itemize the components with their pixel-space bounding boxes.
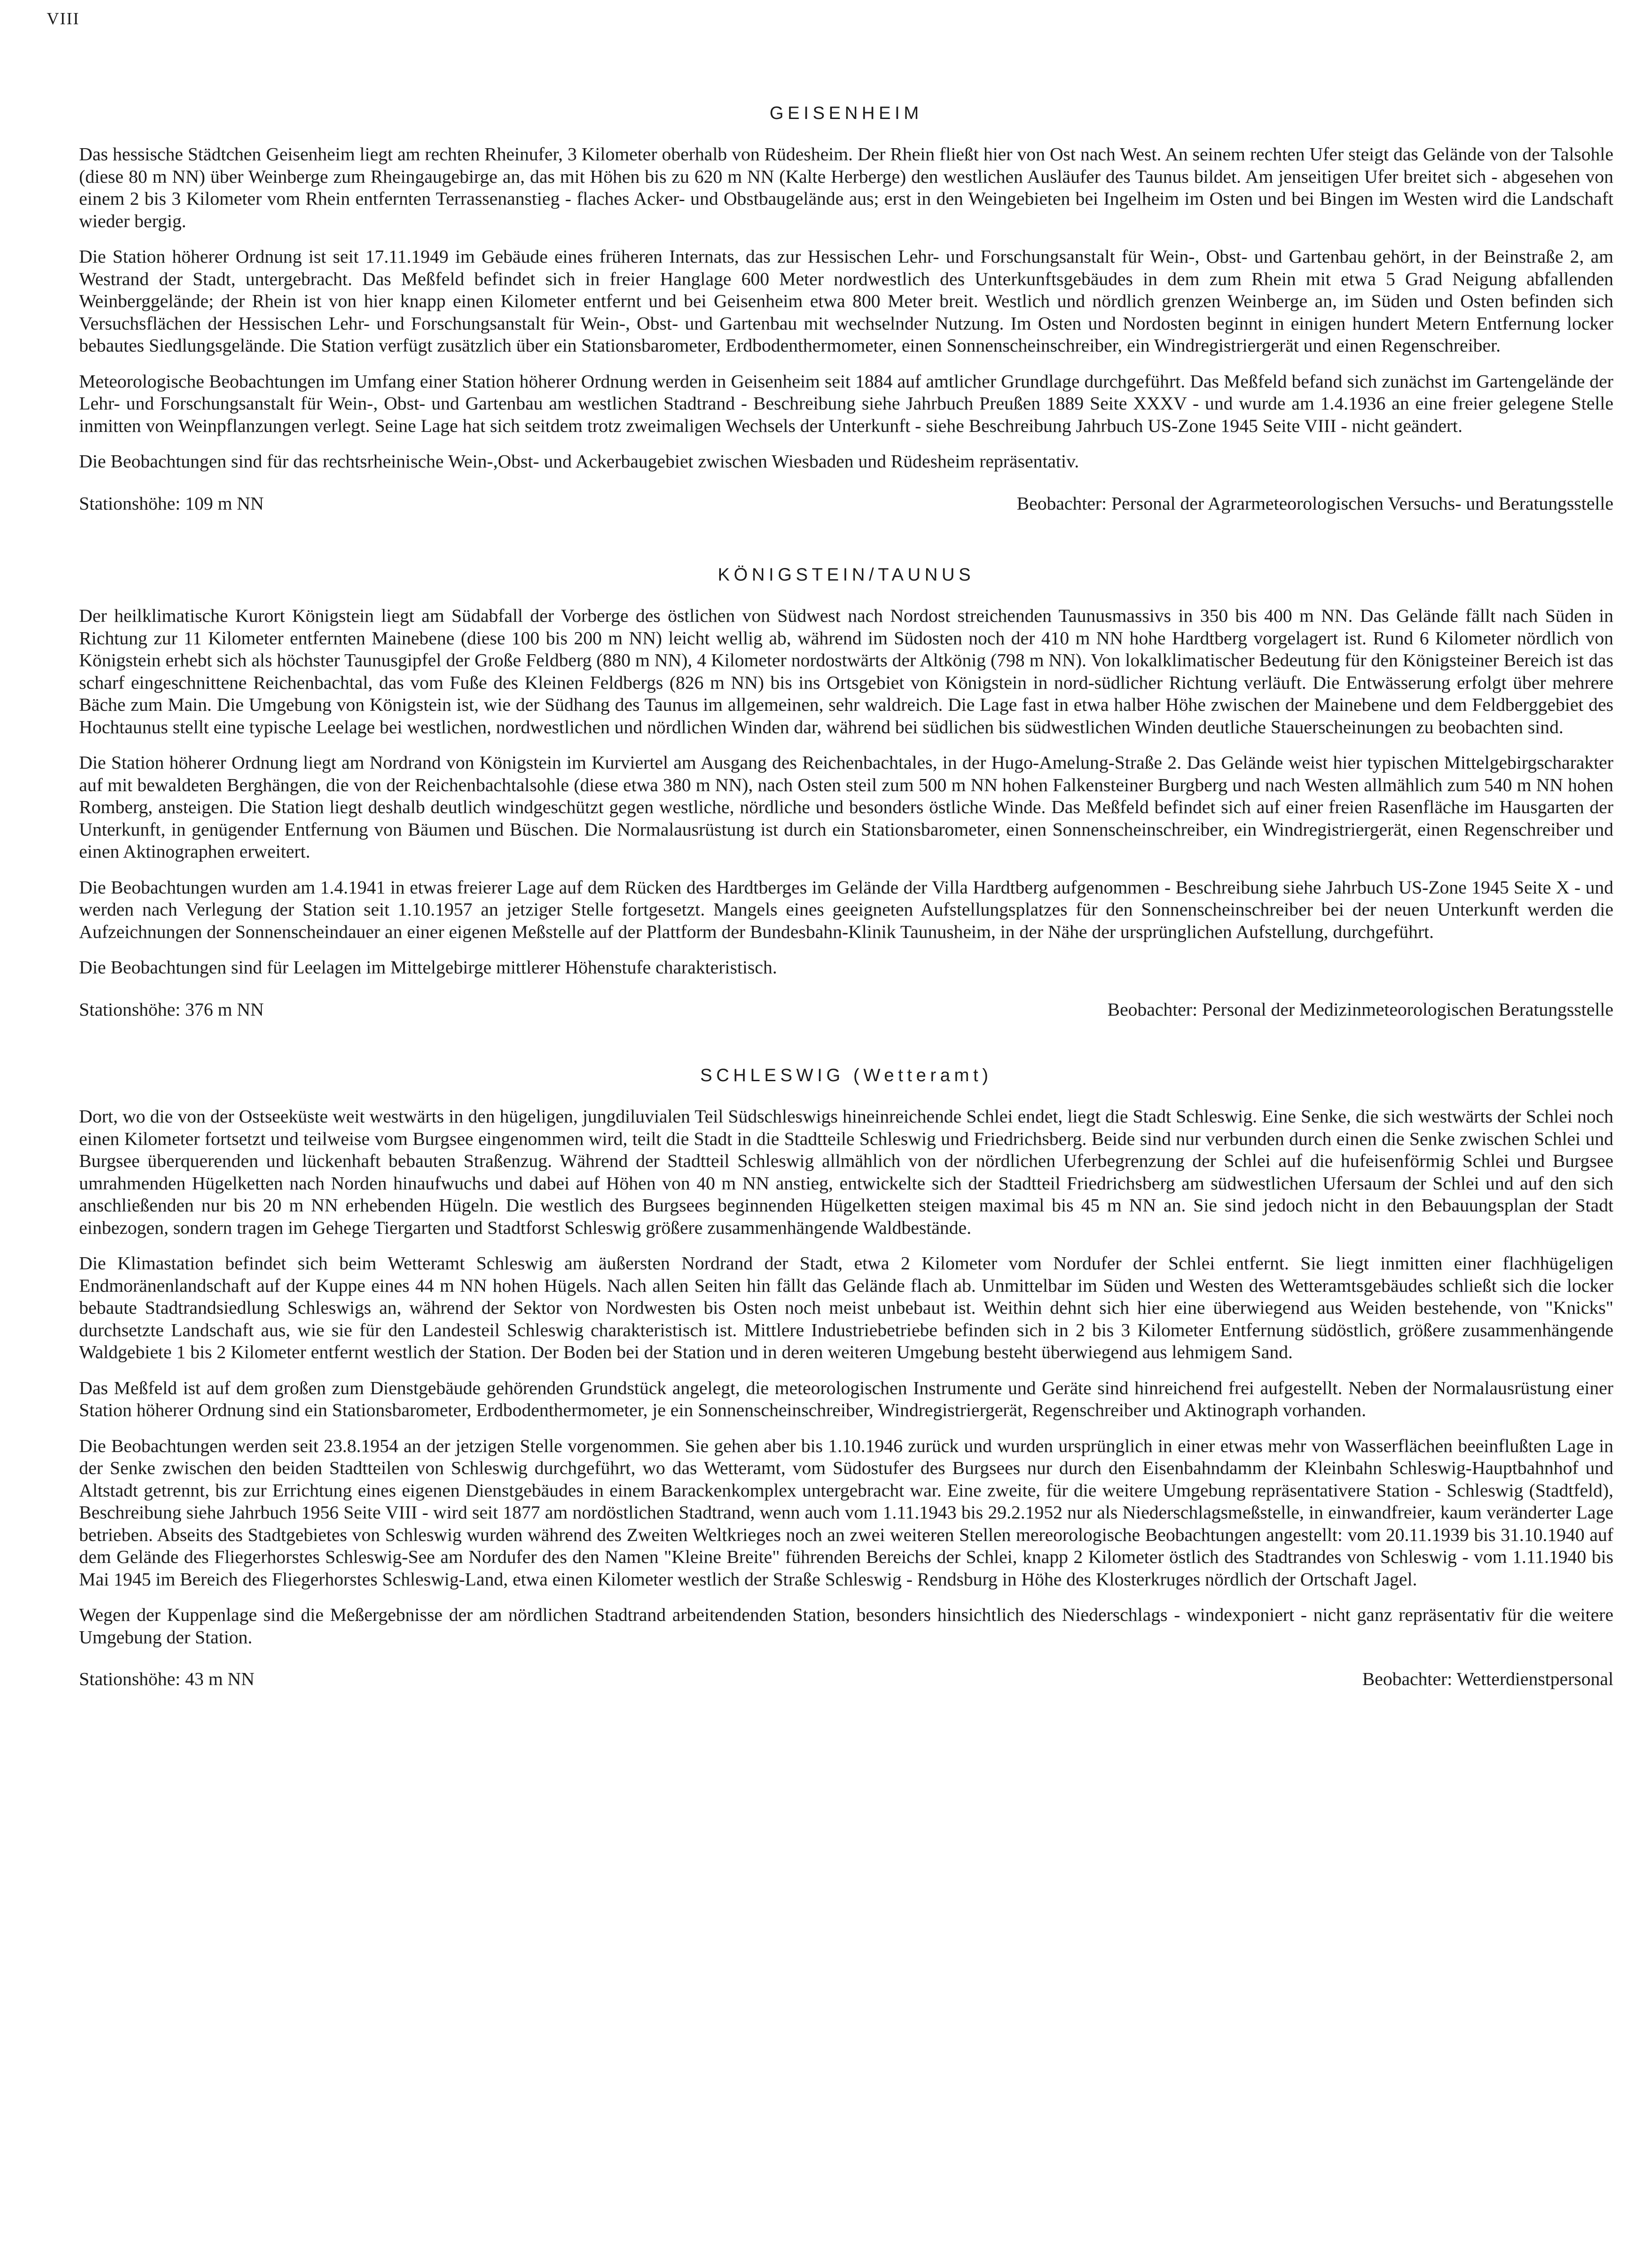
paragraph: Das Meßfeld ist auf dem großen zum Dienstgebäude gehörenden Grundstück angelegt, die meteorologischen Instrumente und Geräte sind hinreichend frei aufgestellt. Neben der Normalausrüstung einer Station höherer Ordnung sind ein Stationsbarometer, Erdbodenthermometer, je ein Sonnenscheinschreiber, Windregistriergerät, Regenschreiber und Aktinograph vorhanden.	[79, 1377, 1613, 1420]
station-height: Stationshöhe: 376 m NN	[79, 999, 264, 1020]
paragraph: Meteorologische Beobachtungen im Umfang einer Station höherer Ordnung werden in Geisenheim seit 1884 auf amtlicher Grundlage durchgeführt. Das Meßfeld befand sich zunächst im Gartengelände der Lehr- und Forschungsanstalt für Wein-, Obst- und Gartenbau am westlichen Stadtrand - Beschreibung siehe Jahrbuch Preußen 1889 Seite XXXV - und wurde am 1.4.1936 an eine freier gelegene Stelle inmitten von Weinpflanzungen verlegt. Seine Lage hat sich seitdem trotz zweimaligen Wechsels der Unterkunft - siehe Beschreibung Jahrbuch US-Zone 1945 Seite VIII - nicht geändert.	[79, 370, 1613, 436]
observer: Beobachter: Personal der Medizinmeteorologischen Beratungsstelle	[1107, 999, 1613, 1020]
paragraph: Die Beobachtungen wurden am 1.4.1941 in etwas freierer Lage auf dem Rücken des Hardtberges im Gelände der Villa Hardtberg aufgenommen - Beschreibung siehe Jahrbuch US-Zone 1945 Seite X - und werden nach Verlegung der Station seit 1.10.1957 an jetziger Stelle fortgesetzt. Mangels eines geeigneten Aufstellungsplatzes für den Sonnenscheinschreiber bei der neuen Unterkunft werden die Aufzeichnungen der Sonnenscheindauer an einer eigenen Meßstelle auf der Plattform der Bundesbahn-Klinik Taunusheim, in der Nähe der ursprünglichen Aufstellung, durchgeführt.	[79, 876, 1613, 942]
section-koenigstein	[79, 565, 1613, 1021]
paragraph: Die Station höherer Ordnung liegt am Nordrand von Königstein im Kurviertel am Ausgang des Reichenbachtales, in der Hugo-Amelung-Straße 2. Das Gelände weist hier typischen Mittelgebirgscharakter auf mit bewaldeten Berghängen, die von der Reichenbachtalsohle (diese etwa 380 m NN), nach Osten steil zum 500 m NN hohen Falkensteiner Burgberg und nach Westen allmählich zum 540 m NN hohen Romberg, ansteigen. Die Station liegt deshalb deutlich windgeschützt gegen westliche, nördliche und besonders östliche Winde. Das Meßfeld befindet sich auf einer freien Rasenfläche im Hausgarten der Unterkunft, in genügender Entfernung von Bäumen und Büschen. Die Normalausrüstung ist durch ein Stationsbarometer, einen Sonnenscheinschreiber, ein Windregistriergerät, einen Regenschreiber und einen Aktinographen erweitert.	[79, 752, 1613, 862]
station-height: Stationshöhe: 109 m NN	[79, 493, 264, 514]
station-height: Stationshöhe: 43 m NN	[79, 1668, 255, 1689]
section-title: SCHLESWIG (Wetteramt)	[700, 1065, 993, 1085]
station-footer	[79, 999, 1613, 1021]
section-spacer	[79, 515, 1613, 565]
paragraph: Die Klimastation befindet sich beim Wetteramt Schleswig am äußersten Nordrand der Stadt, etwa 2 Kilometer vom Nordufer der Schlei entfernt. Sie liegt inmitten einer flachhügeligen Endmoränenlandschaft auf der Kuppe eines 44 m NN hohen Hügels. Nach allen Seiten hin fällt das Gelände flach ab. Unmittelbar im Süden und Westen des Wetteramtsgebäudes schließt sich die locker bebaute Stadtrandsiedlung Schleswigs an, während der Sektor von Nordwesten bis Osten noch meist unbebaut ist. Weithin dehnt sich hier eine überwiegend aus Weiden bestehende, von "Knicks" durchsetzte Landschaft aus, wie sie für den Landesteil Schleswig charakteristisch ist. Mittlere Industriebetriebe befinden sich in 2 bis 3 Kilometer Entfernung südöstlich, größere zusammenhängende Waldgebiete 1 bis 2 Kilometer entfernt westlich der Station. Der Boden bei der Station und in deren weiteren Umgebung besteht überwiegend aus lehmigem Sand.	[79, 1253, 1613, 1362]
page-content	[79, 103, 1613, 1690]
observer: Beobachter: Personal der Agrarmeteorologischen Versuchs- und Beratungsstelle	[1016, 493, 1613, 514]
paragraph: Die Station höherer Ordnung ist seit 17.11.1949 im Gebäude eines früheren Internats, das zur Hessischen Lehr- und Forschungsanstalt für Wein-, Obst- und Gartenbau gehört, in der Beinstraße 2, am Westrand der Stadt, untergebracht. Das Meßfeld befindet sich in freier Hanglage 600 Meter nordwestlich des Unterkunftsgebäudes in dem zum Rhein mit etwa 5 Grad Neigung abfallenden Weinberggelände; der Rhein ist von hier knapp einen Kilometer entfernt und bei Geisenheim etwa 800 Meter breit. Westlich und nördlich grenzen Weinberge an, im Süden und Osten befinden sich Versuchsflächen der Hessischen Lehr- und Forschungsanstalt für Wein-, Obst- und Gartenbau mit wechselnder Nutzung. Im Osten und Nordosten beginnt in einigen hundert Metern Entfernung locker bebautes Siedlungsgelände. Die Station verfügt zusätzlich über ein Stationsbarometer, Erdbodenthermometer, einen Sonnenscheinschreiber, ein Windregistriergerät und einen Regenschreiber.	[79, 246, 1613, 356]
section-title: GEISENHEIM	[769, 103, 923, 123]
page-number: VIII	[47, 9, 80, 28]
paragraph: Der heilklimatische Kurort Königstein liegt am Südabfall der Vorberge des östlichen von Südwest nach Nordost streichenden Taunusmassivs in 350 bis 400 m NN. Das Gelände fällt nach Süden in Richtung zur 11 Kilometer entfernten Mainebene (diese 100 bis 200 m NN) leicht wellig ab, während im Südosten noch der 410 m NN hohe Hardtberg vorgelagert ist. Rund 6 Kilometer nördlich von Königstein erhebt sich als höchster Taunusgipfel der Große Feldberg (880 m NN), 4 Kilometer nordostwärts der Altkönig (798 m NN). Von lokalklimatischer Bedeutung für den Königsteiner Bereich ist das scharf eingeschnittene Reichenbachtal, das vom Fuße des Kleinen Feldbergs (826 m NN) bis ins Ortsgebiet von Königstein in nord-südlicher Richtung verläuft. Die Entwässerung erfolgt über mehrere Bäche zum Main. Die Umgebung von Königstein ist, wie der Südhang des Taunus im allgemeinen, sehr waldreich. Die Lage fast in etwa halber Höhe zwischen der Mainebene und dem Feldberggebiet des Hochtaunus stellt eine typische Leelage bei westlichen, nordwestlichen und nördlichen Winden dar, während bei südlichen bis südwestlichen Winden deutliche Stauerscheinungen zu beobachten sind.	[79, 605, 1613, 737]
paragraph: Die Beobachtungen sind für das rechtsrheinische Wein-,Obst- und Ackerbaugebiet zwischen Wiesbaden und Rüdesheim repräsentativ.	[79, 451, 1079, 471]
station-footer	[79, 1668, 1613, 1690]
paragraph: Die Beobachtungen werden seit 23.8.1954 an der jetzigen Stelle vorgenommen. Sie gehen aber bis 1.10.1946 zurück und wurden ursprünglich in einer etwas mehr von Wasserflächen beeinflußten Lage in der Senke zwischen den beiden Stadtteilen von Schleswig durchgeführt, wo das Wetteramt, vom Südostufer des Burgsees nur durch den Eisenbahndamm der Kleinbahn Schleswig-Hauptbahnhof und Altstadt getrennt, bis zur Errichtung eines eigenen Dienstgebäudes in einem Barackenkomplex untergebracht war. Eine zweite, für die weitere Umgebung repräsentativere Station - Schleswig (Stadtfeld), Beschreibung siehe Jahrbuch 1956 Seite VIII - wird seit 1877 am nordöstlichen Stadtrand, wenn auch vom 1.11.1943 bis 29.2.1952 nur als Niederschlagsmeßstelle, in einwandfreier, kaum veränderter Lage betrieben. Abseits des Stadtgebietes von Schleswig wurden während des Zweiten Weltkrieges noch an zwei weiteren Stellen mereorologische Beobachtungen angestellt: vom 20.11.1939 bis 31.10.1940 auf dem Gelände des Fliegerhorstes Schleswig-See am Nordufer des den Namen "Kleine Breite" führenden Bereichs der Schlei, knapp 2 Kilometer östlich des Stadtrandes von Schleswig - vom 1.11.1940 bis Mai 1945 im Bereich des Fliegerhorstes Schleswig-Land, etwa einen Kilometer westlich der Straße Schleswig - Rendsburg in Höhe des Klosterkruges nördlich der Ortschaft Jagel.	[79, 1435, 1613, 1589]
paragraph: Die Beobachtungen sind für Leelagen im Mittelgebirge mittlerer Höhenstufe charakteristisch.	[79, 957, 777, 977]
station-footer	[79, 493, 1613, 515]
section-geisenheim	[79, 103, 1613, 515]
paragraph: Dort, wo die von der Ostseeküste weit westwärts in den hügeligen, jungdiluvialen Teil Südschleswigs hineinreichende Schlei endet, liegt die Stadt Schleswig. Eine Senke, die sich westwärts der Schlei noch einen Kilometer fortsetzt und teilweise vom Burgsee eingenommen wird, teilt die Stadt in die Stadtteile Schleswig und Friedrichsberg. Beide sind nur verbunden durch einen die Senke zwischen Schlei und Burgsee überquerenden und lückenhaft bebauten Straßenzug. Während der Stadtteil Schleswig allmählich von der nördlichen Uferbegrenzung der Schlei auf die hufeisenförmig Schlei und Burgsee umrahmenden Hügelketten nach Norden hinaufwuchs und dabei auf Höhen von 40 m NN anstieg, entwickelte sich der Stadtteil Friedrichsberg am südwestlichen Ufersaum der Schlei und auf den sich anschließenden nur bis 20 m NN erhebenden Hügeln. Die westlich des Burgsees beginnenden Hügelketten steigen maximal bis 45 m NN an. Sie sind jedoch nicht in den Bebauungsplan der Stadt einbezogen, sondern tragen im Gehege Tiergarten und Stadtforst Schleswig größere zusammenhängende Waldbestände.	[79, 1106, 1613, 1238]
observer: Beobachter: Wetterdienstpersonal	[1362, 1668, 1613, 1689]
paragraph: Wegen der Kuppenlage sind die Meßergebnisse der am nördlichen Stadtrand arbeitendenden Station, besonders hinsichtlich des Niederschlags - windexponiert - nicht ganz repräsentativ für die weitere Umgebung der Station.	[79, 1604, 1613, 1647]
section-spacer	[79, 1021, 1613, 1065]
section-schleswig	[79, 1065, 1613, 1690]
section-title: KÖNIGSTEIN/TAUNUS	[717, 565, 975, 585]
paragraph: Das hessische Städtchen Geisenheim liegt am rechten Rheinufer, 3 Kilometer oberhalb von Rüdesheim. Der Rhein fließt hier von Ost nach West. An seinem rechten Ufer steigt das Gelände von der Talsohle (diese 80 m NN) über Weinberge zum Rheingaugebirge an, das mit Höhen bis zu 620 m NN (Kalte Herberge) den westlichen Ausläufer des Taunus bildet. Am jenseitigen Ufer breitet sich - abgesehen von einem 2 bis 3 Kilometer vom Rhein entfernten Terrassenanstieg - flaches Acker- und Obstbaugelände aus; erst in den Weingebieten bei Ingelheim im Osten und bei Bingen im Westen wird die Landschaft wieder bergig.	[79, 144, 1613, 231]
